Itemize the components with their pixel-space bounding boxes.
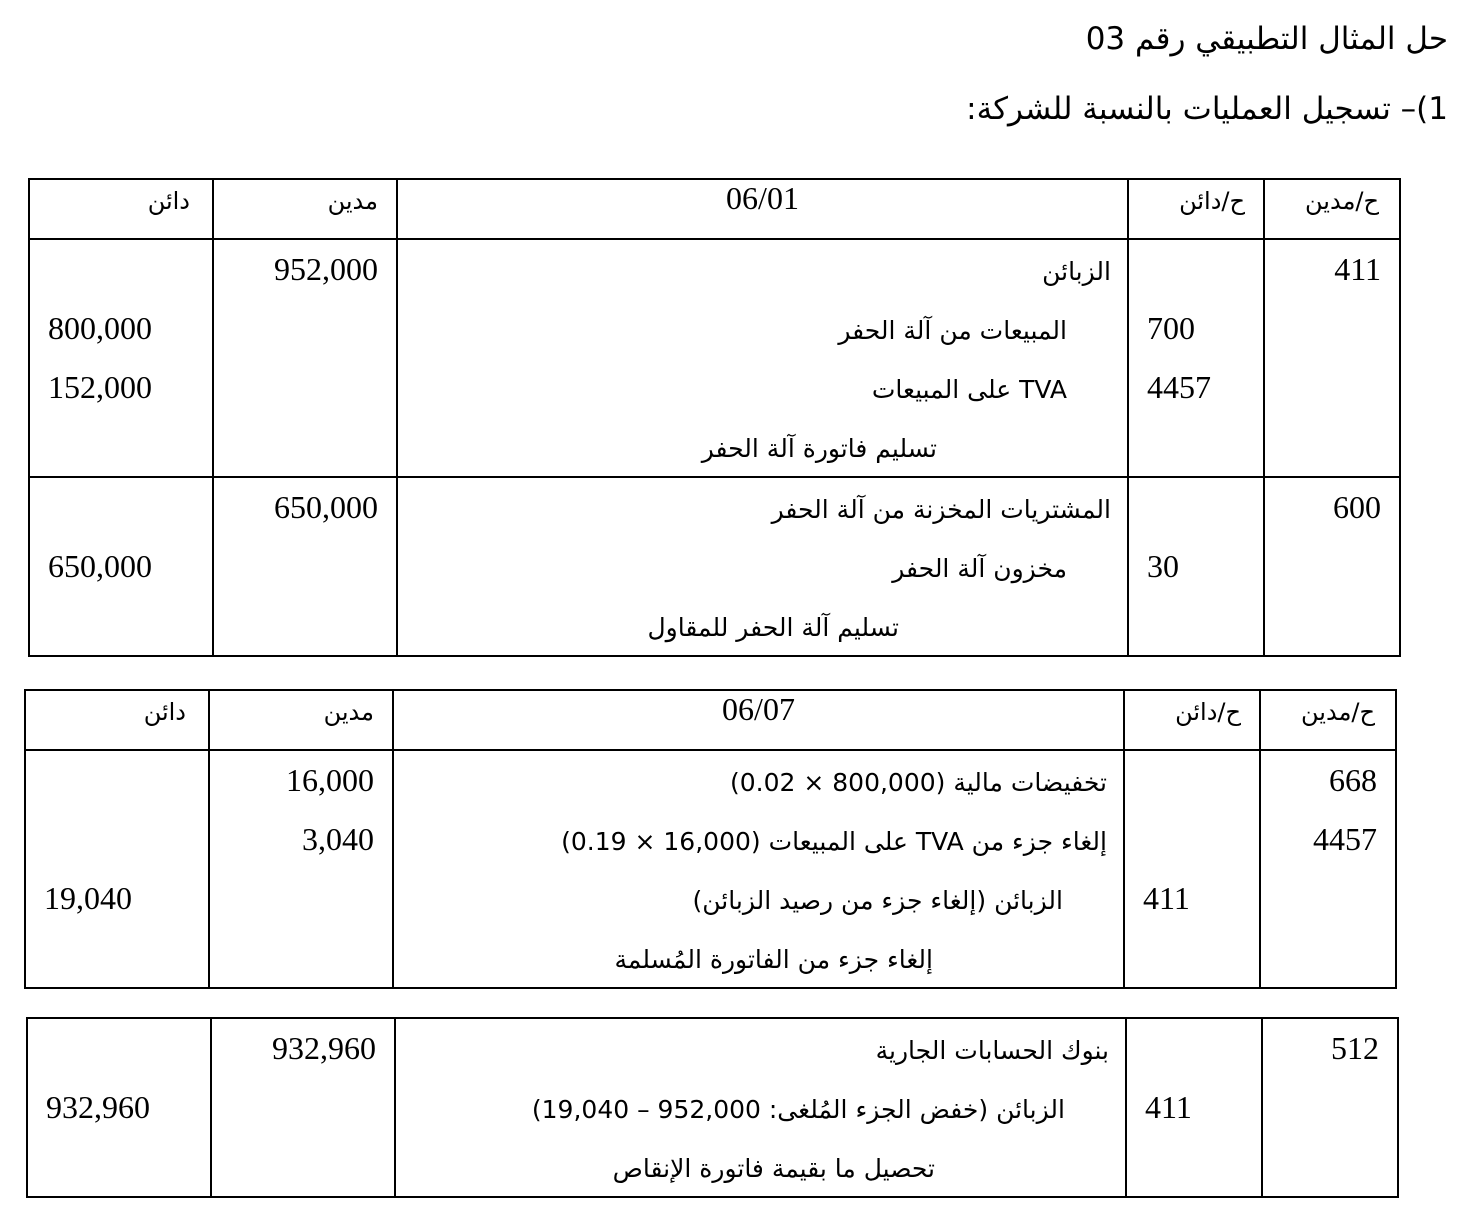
- header-credit: دائن: [25, 690, 209, 750]
- debit-account-cell: 600: [1264, 477, 1400, 656]
- page-title: حل المثال التطبيقي رقم 03: [1085, 21, 1448, 57]
- credit-account-cell: 411: [1126, 1018, 1262, 1197]
- journal-table-2: [24, 689, 1397, 989]
- description-cell: الزبائن المبيعات من آلة الحفر TVA على المبيعات تسليم فاتورة آلة الحفر: [397, 239, 1128, 477]
- credit-amount-cell: 800,000 152,000: [29, 239, 213, 477]
- journal-entry: [25, 750, 1396, 988]
- header-debit-account: ح/مدين: [1260, 690, 1396, 750]
- description-cell: المشتريات المخزنة من آلة الحفر مخزون آلة الحفر تسليم آلة الحفر للمقاول: [397, 477, 1128, 656]
- journal-entry: [29, 477, 1400, 656]
- header-credit: دائن: [29, 179, 213, 239]
- debit-amount-cell: 932,960: [211, 1018, 395, 1197]
- description-cell: بنوك الحسابات الجارية الزبائن (خفض الجزء المُلغى: 952,000 – 19,040) تحصيل ما بقيمة فاتورة الإنقاص: [395, 1018, 1126, 1197]
- section-subtitle: 1)– تسجيل العمليات بالنسبة للشركة:: [966, 91, 1448, 127]
- debit-account-cell: 668 4457: [1260, 750, 1396, 988]
- debit-account-cell: 512: [1262, 1018, 1398, 1197]
- credit-account-cell: 700 4457: [1128, 239, 1264, 477]
- entry-date: 06/01: [397, 179, 1128, 239]
- table-header: [29, 179, 1400, 239]
- debit-account-cell: 411: [1264, 239, 1400, 477]
- table-header: [25, 690, 1396, 750]
- credit-account-cell: 30: [1128, 477, 1264, 656]
- credit-account-cell: 411: [1124, 750, 1260, 988]
- debit-amount-cell: 952,000: [213, 239, 397, 477]
- header-debit: مدين: [209, 690, 393, 750]
- journal-table-3: [26, 1017, 1399, 1198]
- debit-amount-cell: 650,000: [213, 477, 397, 656]
- header-debit-account: ح/مدين: [1264, 179, 1400, 239]
- journal-entry: [29, 239, 1400, 477]
- credit-amount-cell: 932,960: [27, 1018, 211, 1197]
- credit-amount-cell: 650,000: [29, 477, 213, 656]
- description-cell: تخفيضات مالية (800,000 × 0.02) إلغاء جزء من TVA على المبيعات (16,000 × 0.19) الزبائن (إلغاء جزء من رصيد الزبائن) إلغاء جزء من الفاتورة المُسلمة: [393, 750, 1124, 988]
- debit-amount-cell: 16,000 3,040: [209, 750, 393, 988]
- credit-amount-cell: 19,040: [25, 750, 209, 988]
- journal-entry: [27, 1018, 1398, 1197]
- header-debit: مدين: [213, 179, 397, 239]
- entry-date: 06/07: [393, 690, 1124, 750]
- header-credit-account: ح/دائن: [1128, 179, 1264, 239]
- journal-table-1: [28, 178, 1401, 657]
- header-credit-account: ح/دائن: [1124, 690, 1260, 750]
